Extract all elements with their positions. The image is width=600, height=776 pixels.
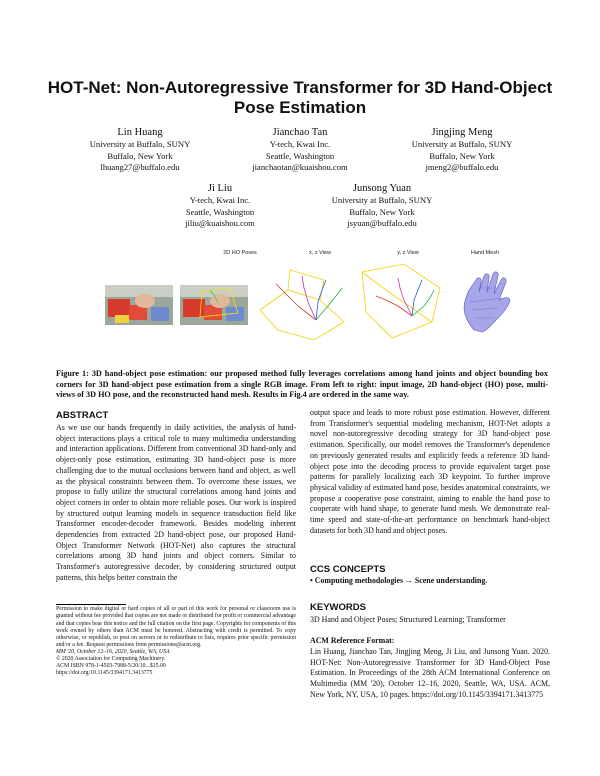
figure-label-yz: y, z View xyxy=(397,250,419,256)
hand-mesh-image xyxy=(452,268,520,336)
author-name: Jingjing Meng xyxy=(431,127,493,138)
ccs-heading: CCS CONCEPTS xyxy=(310,564,386,575)
abstract-text-right: output space and leads to more robust pose estimation. However, different from Transformer's sequential modeling mechanism, HOT-Net adopts a novel non-autoregressive decoding strategy for 3D hand-object pose estimation. Specifically, our model removes the Transformer's dependence on previously generated results and explicitly feeds a reference 3D hand-object pose into the decoding process to provide equivalent target pose patterns for parallely localizing each 3D keypoint. To further improve physical validity of estimated hand pose, besides anatomical constraints, we propose a cooperative pose constraint, aiming to enable the hand pose to cooperate with hand shape, to generate hand mesh. We demonstrate real-time speed and state-of-the-art performance on benchmark hand-object datasets for both 3D hand and object poses. xyxy=(310,408,550,535)
reference-text: Lin Huang, Jianchao Tan, Jingjing Meng, Ji Liu, and Junsong Yuan. 2020. HOT-Net: Non-Autoregressive Transformer for 3D Hand-Object Pose Estimation. In Proceedings of the 28th ACM International Conference on Multimedia (MM '20), October 12–16, 2020, Seattle, WA, USA. ACM, New York, NY, USA, 10 pages. https://doi.org/10.1145/3394171.3413775 xyxy=(310,647,550,699)
author-affiliation: Y-tech, Kwai Inc. xyxy=(189,195,251,205)
author-location: Seattle, Washington xyxy=(265,150,335,161)
author-name: Junsong Yuan xyxy=(352,183,412,194)
author-email: jmeng2@buffalo.edu xyxy=(425,162,499,172)
author-block xyxy=(215,126,385,174)
isbn-line: ACM ISBN 978-1-4503-7988-5/20/10...$15.00 xyxy=(56,663,166,669)
figure-label-xz: x, z View xyxy=(309,250,331,256)
author-affiliation: Y-tech, Kwai Inc. xyxy=(269,139,331,149)
author-block xyxy=(55,126,225,174)
author-location: Buffalo, New York xyxy=(107,150,173,161)
author-email: jiliu@kuaishou.com xyxy=(185,218,255,228)
copyright-line: © 2020 Association for Computing Machinery. xyxy=(56,656,166,662)
figure-label-mesh: Hand Mesh xyxy=(470,250,500,256)
2d-ho-pose-image xyxy=(180,285,248,325)
author-email: lhuang27@buffalo.edu xyxy=(100,162,180,172)
author-affiliation: University at Buffalo, SUNY xyxy=(89,139,191,149)
conference-line: MM '20, October 12–16, 2020, Seattle, WA, USA xyxy=(56,649,170,655)
author-affiliation: University at Buffalo, SUNY xyxy=(411,139,513,149)
paper-title: HOT-Net: Non-Autoregressive Transformer for 3D Hand-Object Pose Estimation xyxy=(47,78,553,117)
author-location: Buffalo, New York xyxy=(429,150,495,161)
author-block xyxy=(297,182,467,230)
figure-caption: Figure 1: 3D hand-object pose estimation: our proposed method fully leverages correlations among hand joints and object bounding box corners for 3D hand-object pose estimation from a single RGB image. From left to right: input image, 2D hand-object (HO) pose, multi-views of 3D HO pose, and the reconstructed hand mesh. Results in Fig.4 are ordered in the same way. xyxy=(56,369,548,400)
reference-heading: ACM Reference Format: xyxy=(310,636,395,645)
author-block xyxy=(377,126,547,174)
yz-view-plot xyxy=(352,260,444,342)
author-name: Ji Liu xyxy=(207,183,233,194)
doi-line: https://doi.org/10.1145/3394171.3413775 xyxy=(56,670,153,676)
keywords-text: 3D Hand and Object Poses; Structured Learning; Transformer xyxy=(310,615,506,624)
xz-view-plot xyxy=(258,262,350,342)
keywords-heading: KEYWORDS xyxy=(310,602,366,613)
ccs-text: • Computing methodologies → Scene understanding. xyxy=(310,576,488,585)
author-name: Jianchao Tan xyxy=(272,127,328,138)
author-email: jsyuan@buffalo.edu xyxy=(347,218,417,228)
input-image xyxy=(105,285,173,325)
author-location: Buffalo, New York xyxy=(349,206,415,217)
figure-label-2d: 2D HO Poses xyxy=(223,250,257,256)
abstract-heading: ABSTRACT xyxy=(56,410,109,421)
author-location: Seattle, Washington xyxy=(185,206,255,217)
footnote-rule xyxy=(56,604,126,605)
author-email: jianchaotan@kuaishou.com xyxy=(252,162,348,172)
author-block xyxy=(135,182,305,230)
abstract-text-left: As we use our hands frequently in daily activities, the analysis of hand-object interactions plays a critical role to many multimedia understanding and interaction applications. Different from conventional 3D hand-only and object-only pose estimation, estimating 3D hand-object pose is more challenging due to the mutual occlusions between hand and object, as well as the physical constraints between them. To overcome these issues, we propose to fully utilize the structural correlations among hand joints and object corners in order to obtain more reliable poses. Our work is inspired by structured output learning models in sequence transduction field like Transformer encoder-decoder framework. Besides modeling inherent dependencies from extracted 2D hand-object pose, our proposed Hand-Object Transformer Network (HOT-Net) also captures the structural correlations among 3D hand joints and object corners. Similar to Transformer's autoregressive decoder, by considering structured output patterns, this helps better constrain the xyxy=(56,423,296,582)
author-name: Lin Huang xyxy=(117,127,163,138)
author-affiliation: University at Buffalo, SUNY xyxy=(331,195,433,205)
permission-notice: Permission to make digital or hard copies of all or part of this work for personal or classroom use is granted without fee provided that copies are not made or distributed for profit or commercial advantage and that copies bear this notice and the full citation on the first page. Copyrights for components of this work owned by others than ACM must be honored. Abstracting with credit is permitted. To copy otherwise, or republish, to post on servers or to redistribute to lists, requires prior specific permission and/or a fee. Request permissions from permissions@acm.org. xyxy=(56,606,297,649)
